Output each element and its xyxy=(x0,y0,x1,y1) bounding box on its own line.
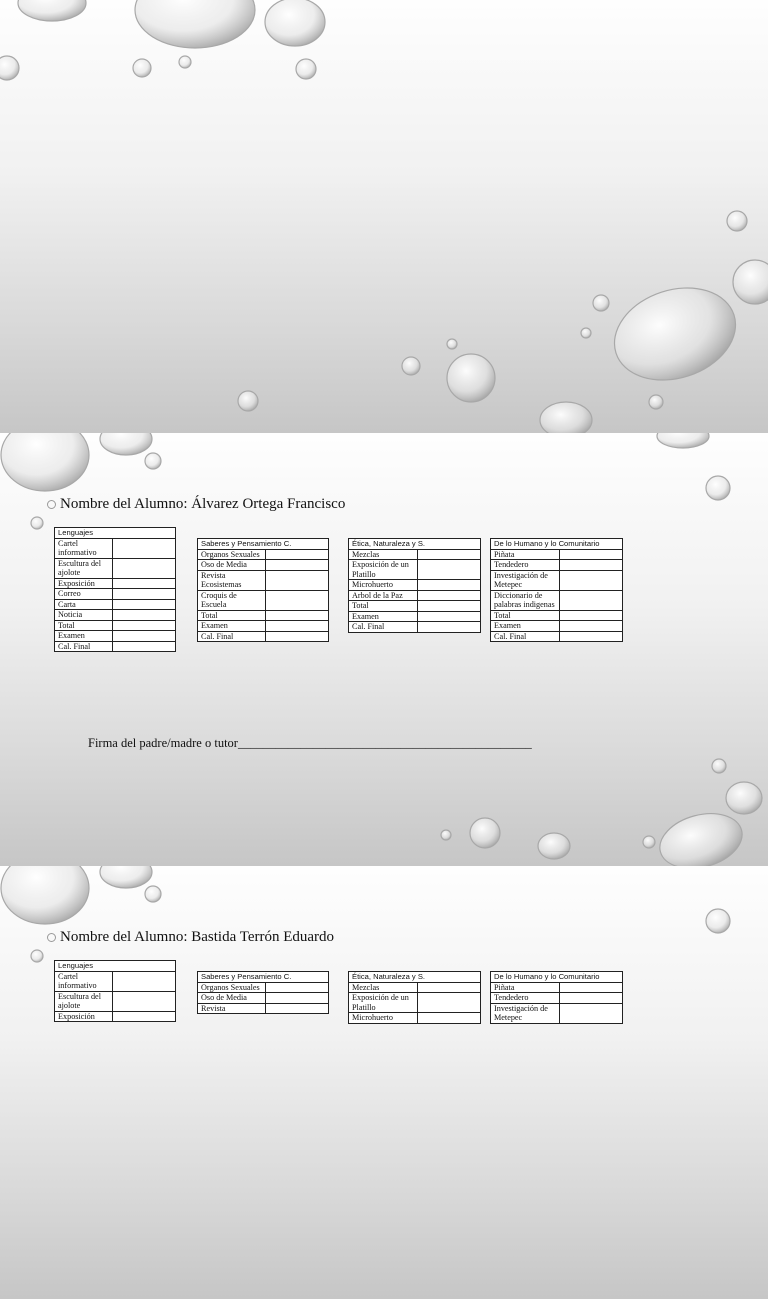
slide-3 xyxy=(0,866,768,1299)
grade-cell xyxy=(560,1003,623,1023)
activity-cell: Tendedero xyxy=(491,560,560,571)
grade-table-etica xyxy=(348,538,481,633)
grade-cell xyxy=(266,631,329,642)
grade-cell xyxy=(266,560,329,571)
grade-cell xyxy=(266,590,329,610)
final-grade-cell: Cal. Final xyxy=(491,631,560,642)
activity-cell: Exposición de un Platillo xyxy=(349,993,418,1013)
activity-cell: Organos Sexuales xyxy=(198,982,266,993)
table-header: Saberes y Pensamiento C. xyxy=(198,539,329,550)
activity-cell: Noticia xyxy=(55,610,113,621)
bullet-icon xyxy=(47,500,56,509)
activity-cell: Microhuerto xyxy=(349,1013,418,1024)
grade-cell xyxy=(418,611,481,622)
activity-cell: Investigación de Metepec xyxy=(491,1003,560,1023)
final-grade-cell: Cal. Final xyxy=(198,631,266,642)
grade-cell xyxy=(113,641,176,652)
grade-cell xyxy=(560,631,623,642)
grade-cell xyxy=(418,601,481,612)
activity-cell: Oso de Media xyxy=(198,560,266,571)
grade-cell xyxy=(113,971,176,991)
total-cell: Total xyxy=(198,610,266,621)
grade-cell xyxy=(560,610,623,621)
water-drops-decoration xyxy=(0,0,768,433)
grade-cell xyxy=(560,621,623,632)
activity-cell: Exposición xyxy=(55,578,113,589)
activity-cell: Mezclas xyxy=(349,549,418,560)
grade-table-humano xyxy=(490,971,623,1024)
activity-cell: Cartel informativo xyxy=(55,971,113,991)
grade-cell xyxy=(113,631,176,642)
grade-table-saberes xyxy=(197,538,329,642)
table-header: Saberes y Pensamiento C. xyxy=(198,972,329,983)
grade-table-lenguajes xyxy=(54,527,176,652)
activity-cell: Tendedero xyxy=(491,993,560,1004)
grade-table-saberes xyxy=(197,971,329,1014)
slide-1 xyxy=(0,0,768,433)
activity-cell: Carta xyxy=(55,599,113,610)
exam-cell: Examen xyxy=(198,621,266,632)
table-header: Lenguajes xyxy=(55,961,176,972)
grade-cell xyxy=(418,590,481,601)
grade-cell xyxy=(418,982,481,993)
grade-cell xyxy=(266,549,329,560)
activity-cell: Mezclas xyxy=(349,982,418,993)
grade-cell xyxy=(560,549,623,560)
activity-cell: Diccionario de palabras indigenas xyxy=(491,590,560,610)
grade-cell xyxy=(113,599,176,610)
exam-cell: Examen xyxy=(491,621,560,632)
table-header: De lo Humano y lo Comunitario xyxy=(491,972,623,983)
grade-cell xyxy=(560,982,623,993)
final-grade-cell: Cal. Final xyxy=(55,641,113,652)
exam-cell: Examen xyxy=(349,611,418,622)
activity-cell: Arbol de la Paz xyxy=(349,590,418,601)
bullet-icon xyxy=(47,933,56,942)
grade-cell xyxy=(418,549,481,560)
grade-cell xyxy=(266,982,329,993)
grade-cell xyxy=(418,560,481,580)
table-header: Ética, Naturaleza y S. xyxy=(349,539,481,550)
activity-cell: Piñata xyxy=(491,549,560,560)
grade-cell xyxy=(113,538,176,558)
grade-table-lenguajes xyxy=(54,960,176,1022)
activity-cell: Piñata xyxy=(491,982,560,993)
grade-cell xyxy=(418,993,481,1013)
grade-cell xyxy=(113,578,176,589)
grade-table-etica xyxy=(348,971,481,1024)
table-header: Ética, Naturaleza y S. xyxy=(349,972,481,983)
grade-cell xyxy=(418,1013,481,1024)
grade-cell xyxy=(560,590,623,610)
grade-cell xyxy=(560,570,623,590)
grade-cell xyxy=(113,620,176,631)
table-header: De lo Humano y lo Comunitario xyxy=(491,539,623,550)
grade-cell xyxy=(266,1003,329,1014)
grade-cell xyxy=(266,610,329,621)
activity-cell: Exposición de un Platillo xyxy=(349,560,418,580)
grade-cell xyxy=(113,610,176,621)
grade-cell xyxy=(418,622,481,633)
grade-cell xyxy=(418,580,481,591)
activity-cell: Exposición xyxy=(55,1011,113,1022)
grade-cell xyxy=(113,1011,176,1022)
total-cell: Total xyxy=(491,610,560,621)
final-grade-cell: Cal. Final xyxy=(349,622,418,633)
activity-cell: Organos Sexuales xyxy=(198,549,266,560)
grade-cell xyxy=(266,570,329,590)
activity-cell: Oso de Media xyxy=(198,993,266,1004)
activity-cell: Cartel informativo xyxy=(55,538,113,558)
activity-cell: Revista Ecosistemas xyxy=(198,570,266,590)
slide-2 xyxy=(0,433,768,866)
student-name: Nombre del Alumno: Bastida Terrón Eduardo xyxy=(60,929,335,945)
total-cell: Total xyxy=(55,620,113,631)
grade-cell xyxy=(113,558,176,578)
grade-cell xyxy=(266,993,329,1004)
parent-signature-line: Firma del padre/madre o tutor_______________________________________________ xyxy=(88,736,532,750)
activity-cell: Croquis de Escuela xyxy=(198,590,266,610)
activity-cell: Correo xyxy=(55,589,113,600)
grade-cell xyxy=(560,993,623,1004)
activity-cell: Revista xyxy=(198,1003,266,1014)
grade-table-humano xyxy=(490,538,623,642)
total-cell: Total xyxy=(349,601,418,612)
exam-cell: Examen xyxy=(55,631,113,642)
grade-cell xyxy=(266,621,329,632)
grade-cell xyxy=(560,560,623,571)
grade-cell xyxy=(113,589,176,600)
grade-cell xyxy=(113,991,176,1011)
table-header: Lenguajes xyxy=(55,528,176,539)
activity-cell: Escultura del ajolote xyxy=(55,991,113,1011)
activity-cell: Microhuerto xyxy=(349,580,418,591)
student-name: Nombre del Alumno: Álvarez Ortega Francisco xyxy=(60,496,346,512)
activity-cell: Escultura del ajolote xyxy=(55,558,113,578)
activity-cell: Investigación de Metepec xyxy=(491,570,560,590)
